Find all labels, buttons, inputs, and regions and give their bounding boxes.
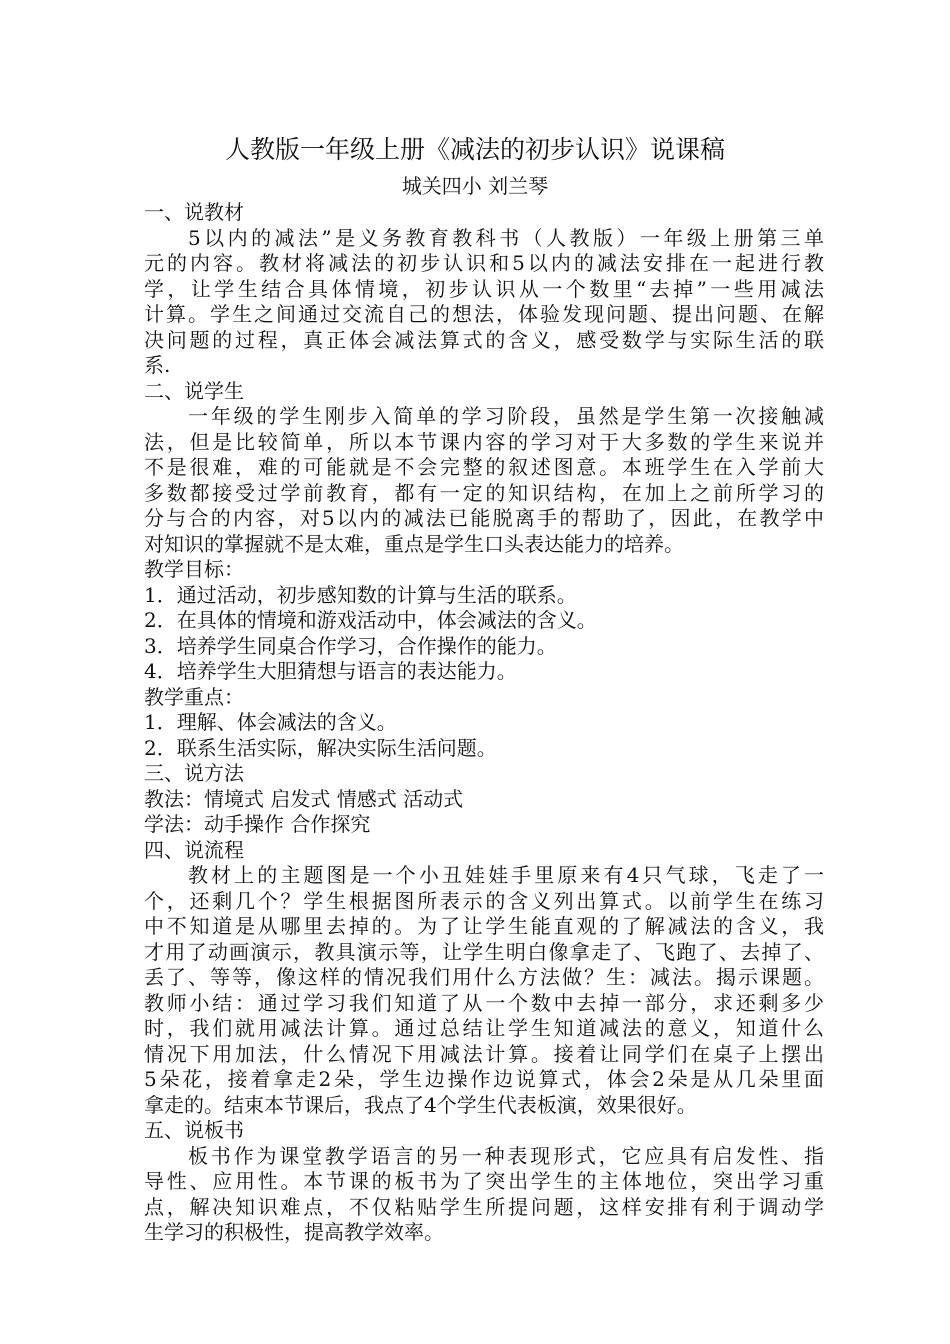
paragraph-line: 计算。学生之间通过交流自己的想法，体验发现问题、提出问题、在解 <box>144 302 824 326</box>
list-item: 1．理解、体会减法的含义。 <box>144 710 397 734</box>
paragraph-line: 丢了、等等，像这样的情况我们用什么方法做？生：减法。揭示课题。 <box>144 965 824 989</box>
paragraph-line: 系. <box>144 353 171 377</box>
document-author: 城关四小 刘兰琴 <box>401 174 549 198</box>
section-heading-teaching-focus: 教学重点： <box>144 684 244 709</box>
list-item: 3．培养学生同桌合作学习，合作操作的能力。 <box>144 633 557 658</box>
paragraph-line: 决问题的过程，真正体会减法算式的含义，感受数学与实际生活的联 <box>144 327 824 352</box>
paragraph-line: 分与合的内容，对5以内的减法已能脱离手的帮助了，因此，在教学中 <box>144 506 824 530</box>
method-line: 学法：动手操作 合作探究 <box>144 812 371 836</box>
paragraph-line: 情况下用加法，什么情况下用减法计算。接着让同学们在桌子上摆出 <box>144 1041 824 1066</box>
paragraph-line: 学，让学生结合具体情境，初步认识从一个数里“去掉”一些用减法 <box>144 276 824 301</box>
document-title: 人教版一年级上册《减法的初步认识》说课稿 <box>224 135 725 164</box>
document-body <box>144 200 824 1246</box>
section-heading-textbook: 一、说教材 <box>144 200 244 224</box>
list-item: 2．在具体的情境和游戏活动中，体会减法的含义。 <box>144 608 597 632</box>
paragraph-line: 教材上的主题图是一个小丑娃娃手里原来有4只气球，飞走了一 <box>188 863 824 887</box>
paragraph-line: 时，我们就用减法计算。通过总结让学生知道减法的意义，知道什么 <box>144 1016 824 1040</box>
section-heading-teaching-goals: 教学目标： <box>144 557 244 581</box>
paragraph-line: 中不知道是从哪里去掉的。为了让学生能直观的了解减法的含义，我 <box>144 914 824 938</box>
section-heading-students: 二、说学生 <box>144 378 244 403</box>
paragraph-line: 拿走的。结束本节课后，我点了4个学生代表板演，效果很好。 <box>144 1092 697 1117</box>
paragraph-line: 板书作为课堂教学语言的另一种表现形式，它应具有启发性、指 <box>188 1143 824 1168</box>
paragraph-line: 多数都接受过学前教育，都有一定的知识结构，在加上之前所学习的 <box>144 480 824 505</box>
list-item: 4．培养学生大胆猜想与语言的表达能力。 <box>144 659 517 683</box>
paragraph-line: 才用了动画演示，教具演示等，让学生明白像拿走了、飞跑了、去掉了、 <box>144 939 824 964</box>
paragraph-line: 生学习的积极性，提高教学效率。 <box>144 1220 444 1244</box>
paragraph-line: 个，还剩几个？学生根据图所表示的含义列出算式。以前学生在练习 <box>144 888 824 913</box>
section-heading-process: 四、说流程 <box>144 837 244 862</box>
paragraph-line: 点，解决知识难点，不仅粘贴学生所提问题，这样安排有利于调动学 <box>144 1194 824 1219</box>
list-item: 2．联系生活实际，解决实际生活问题。 <box>144 735 497 760</box>
paragraph-line: 一年级的学生刚步入简单的学习阶段，虽然是学生第一次接触减 <box>188 404 824 428</box>
paragraph-line: 5以内的减法”是义务教育教科书（人教版）一年级上册第三单 <box>188 225 824 250</box>
paragraph-line: 不是很难，难的可能就是不会完整的叙述图意。本班学生在入学前大 <box>144 455 824 479</box>
section-heading-board-writing: 五、说板书 <box>144 1118 244 1142</box>
method-line: 教法：情境式 启发式 情感式 活动式 <box>144 786 464 811</box>
paragraph-line: 5朵花，接着拿走2朵，学生边操作边说算式，体会2朵是从几朵里面 <box>144 1067 824 1091</box>
paragraph-line: 教师小结：通过学习我们知道了从一个数中去掉一部分，求还剩多少 <box>144 990 824 1015</box>
paragraph-line: 对知识的掌握就不是太难，重点是学生口头表达能力的培养。 <box>144 531 684 556</box>
list-item: 1．通过活动，初步感知数的计算与生活的联系。 <box>144 582 577 607</box>
paragraph-line: 元的内容。教材将减法的初步认识和5以内的减法安排在一起进行教 <box>144 251 824 275</box>
paragraph-line: 导性、应用性。本节课的板书为了突出学生的主体地位，突出学习重 <box>144 1169 824 1193</box>
section-heading-methods: 三、说方法 <box>144 761 244 785</box>
paragraph-line: 法，但是比较简单，所以本节课内容的学习对于大多数的学生来说并 <box>144 429 824 454</box>
